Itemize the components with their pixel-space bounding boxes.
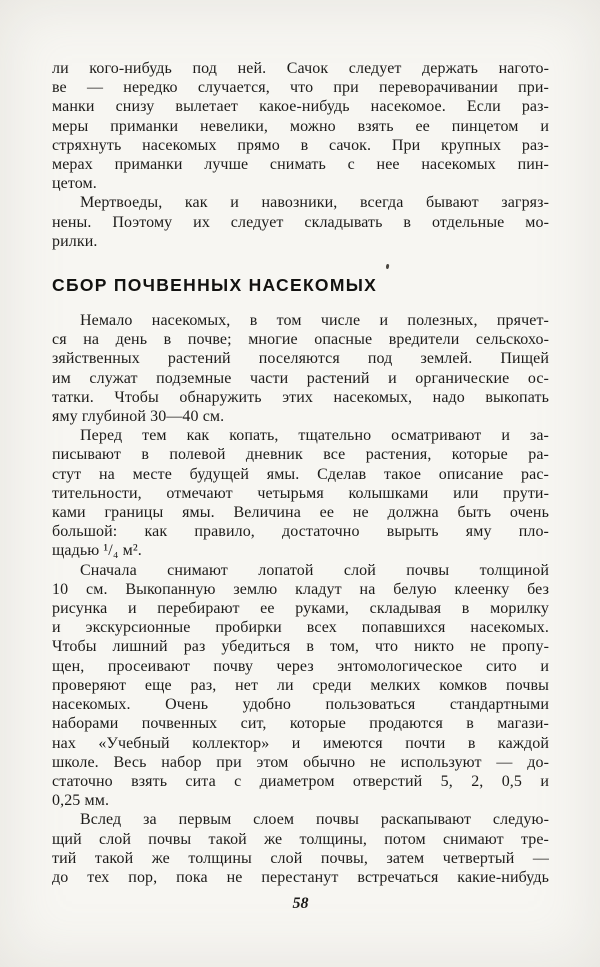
text-line: рилки.: [52, 232, 98, 250]
text-line: писывают в полевой дневник все растения, которые ра-: [52, 446, 549, 464]
text-line: статочно взять сита с диаметром отверстий 5, 2, 0,5 и: [52, 772, 549, 790]
text-line: нены. Поэтому их следует складывать в отдельные мо-: [52, 213, 549, 231]
text-line: Немало насекомых, в том числе и полезных, прячет-: [80, 312, 549, 330]
text-line: мерах приманки лучше снимать с нее насекомых пин-: [52, 156, 549, 174]
paragraph: [52, 426, 549, 560]
text-line: стут на месте будущей ямы. Сделав такое описание рас-: [52, 465, 549, 483]
text-line: 10 см. Выкопанную землю кладут на белую клеенку без: [52, 580, 549, 598]
text-line: тий такой же толщины слой почвы, затем четвертый —: [52, 849, 549, 867]
text-line: Перед тем как копать, тщательно осматривают и за-: [80, 427, 549, 445]
text-line: Сначала снимают лопатой слой почвы толщиной: [80, 561, 549, 579]
text-line: манки снизу вылетает какое-нибудь насекомое. Если раз-: [52, 98, 549, 116]
text-line: Мертвоеды, как и навозники, всегда бывают загряз-: [80, 194, 549, 212]
text-line: ся на день в почве; многие опасные вредители сельскохо-: [52, 331, 549, 349]
text-line: ве — нередко случается, что при переворачивании при-: [52, 79, 549, 97]
text-line: щий слой почвы такой же толщины, потом снимают тре-: [52, 830, 549, 848]
paragraphs-main: [52, 311, 549, 887]
text-line: школе. Весь набор при этом обычно не используют — до-: [52, 753, 549, 771]
text-line: цетом.: [52, 175, 97, 193]
text-line: до тех пор, пока не перестанут встречаться какие-нибудь: [52, 868, 549, 886]
text-line: тительности, отмечают четырьмя колышками или прути-: [52, 484, 549, 502]
text-line: 0,25 мм.: [52, 792, 110, 810]
text-line: насекомых. Очень удобно пользоваться стандартными: [52, 696, 549, 714]
paragraph: [52, 311, 549, 426]
paragraph: [52, 810, 549, 887]
text-column: [52, 0, 549, 914]
section-heading: СБОР ПОЧВЕННЫХ НАСЕКОМЫХ: [52, 275, 378, 296]
paragraph: [52, 59, 549, 193]
text-line: яму глубиной 30—40 см.: [52, 408, 225, 426]
text-line: ками границы ямы. Величина ее не должна быть очень: [52, 504, 549, 522]
text-line: нах «Учебный коллектор» и имеются почти в каждой: [52, 734, 549, 752]
text-line: ли кого-нибудь под ней. Сачок следует держать нагото-: [52, 60, 549, 77]
text-line: щадью ¹/₄ м².: [52, 542, 142, 560]
paragraph: [52, 193, 549, 251]
text-line: наборами почвенных сит, которые продаются в магази-: [52, 715, 549, 733]
text-line: татки. Чтобы обнаружить этих насекомых, надо выкопать: [52, 388, 549, 406]
paragraphs-top: [52, 59, 549, 251]
text-line: меры приманки невелики, можно взять ее пинцетом и: [52, 117, 549, 135]
text-line: зяйственных растений поселяются под землей. Пищей: [52, 350, 549, 368]
text-line: большой: как правило, достаточно вырыть яму пло-: [52, 523, 549, 541]
text-line: Вслед за первым слоем почвы раскапывают следую-: [80, 811, 549, 829]
text-line: стряхнуть насекомых прямо в сачок. При крупных раз-: [52, 136, 549, 154]
text-line: и экскурсионные пробирки всех попавшихся насекомых.: [52, 619, 549, 637]
text-line: Чтобы лишний раз убедиться в том, что никто не пропу-: [52, 638, 549, 656]
page-number: 58: [292, 895, 309, 913]
text-line: им служат подземные части растений и органические ос-: [52, 369, 549, 387]
paragraph: [52, 561, 549, 811]
text-line: щен, просеивают почву через энтомологическое сито и: [52, 657, 549, 675]
text-line: рисунка и перебирают ее руками, складывая в морилку: [52, 600, 549, 618]
text-line: проверяют еще раз, нет ли среди мелких комков почвы: [52, 676, 549, 694]
